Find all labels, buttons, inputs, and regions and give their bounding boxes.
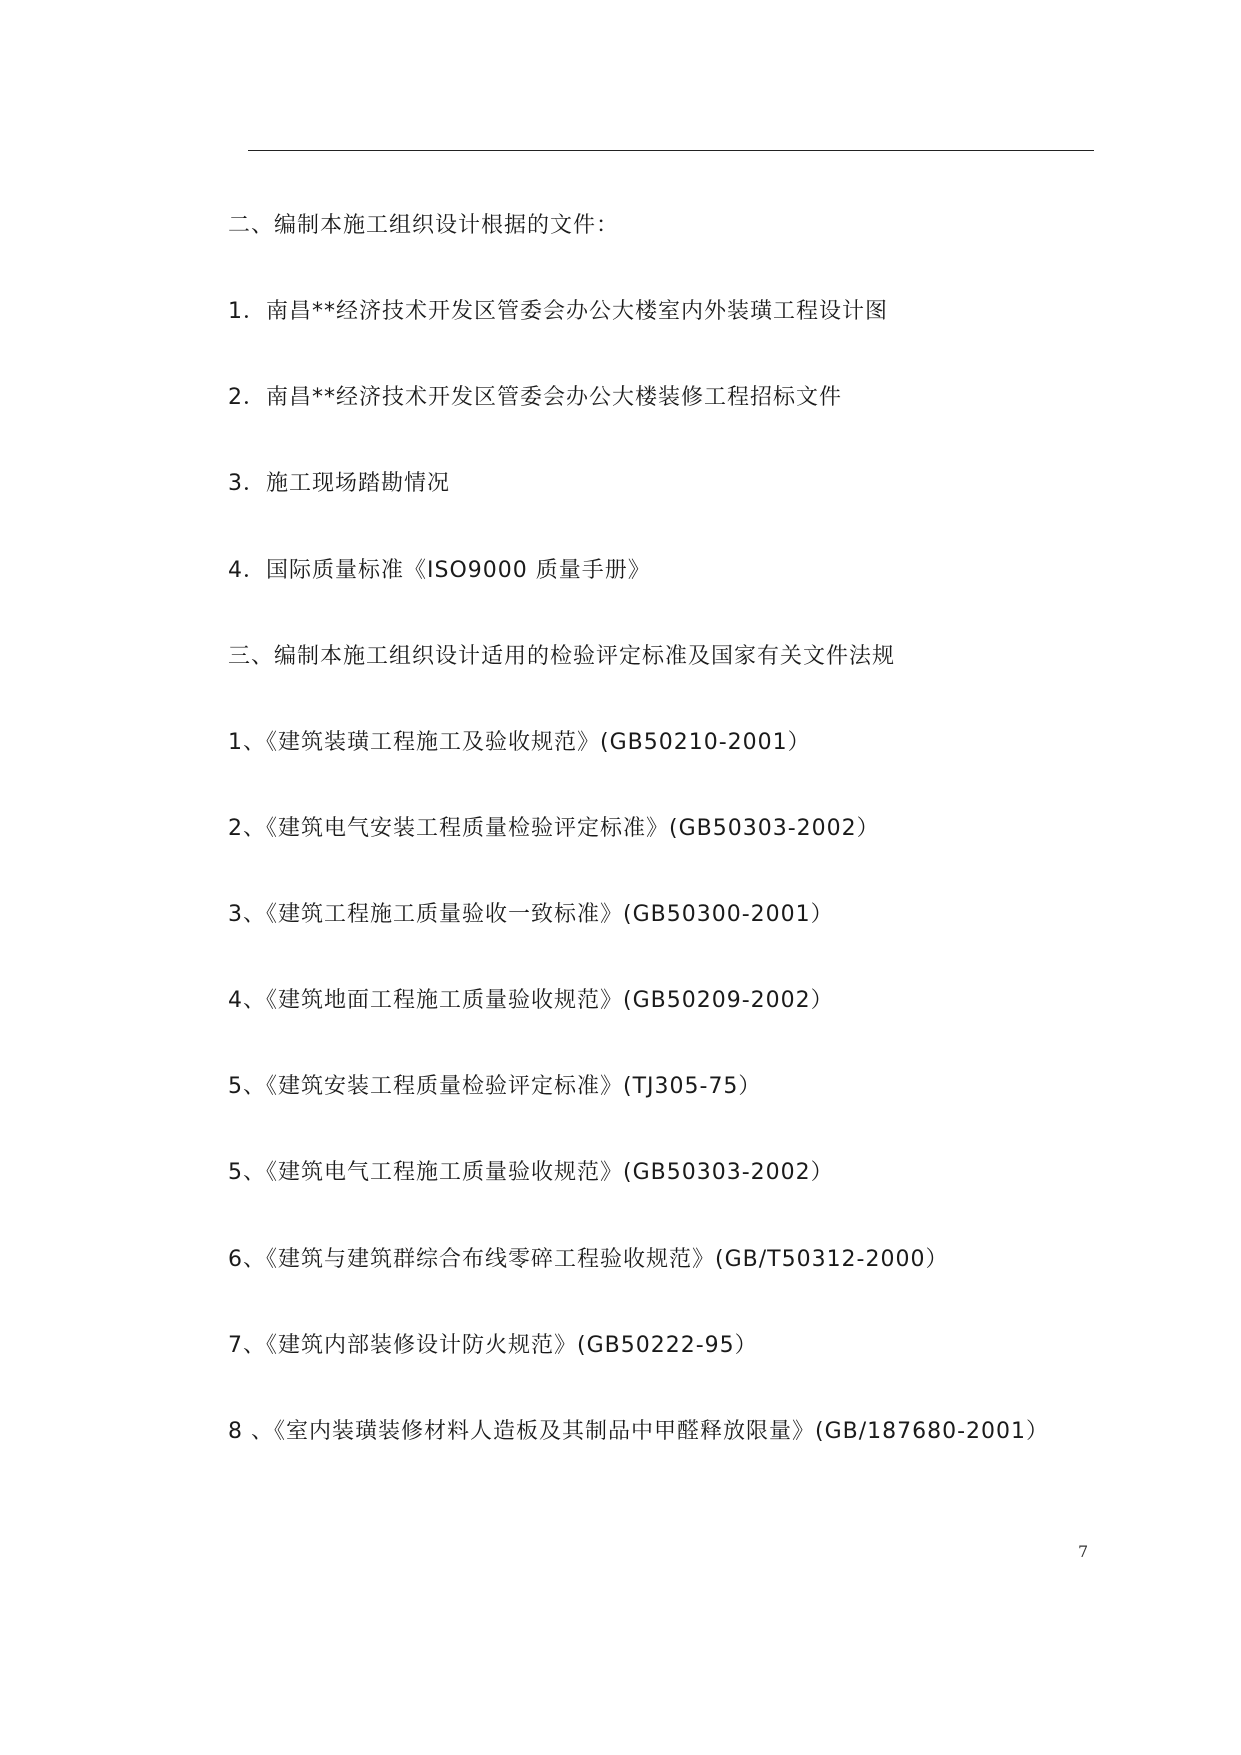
list-item: 3、《建筑工程施工质量验收一致标准》(GB50300-2001） (228, 902, 834, 927)
list-item: 5、《建筑电气工程施工质量验收规范》(GB50303-2002） (228, 1160, 834, 1185)
list-item: 4、《建筑地面工程施工质量验收规范》(GB50209-2002） (228, 988, 834, 1013)
list-item: 7、《建筑内部装修设计防火规范》(GB50222-95） (228, 1333, 758, 1358)
list-item: 3．施工现场踏勘情况 (228, 471, 450, 496)
list-item: 6、《建筑与建筑群综合布线零碎工程验收规范》(GB/T50312-2000） (228, 1247, 949, 1272)
list-item: 2、《建筑电气安装工程质量检验评定标准》(GB50303-2002） (228, 816, 880, 841)
list-item: 5、《建筑安装工程质量检验评定标准》(TJ305-75） (228, 1074, 762, 1099)
header-rule (248, 150, 1094, 151)
page-number: 7 (1078, 1542, 1089, 1561)
list-item: 1、《建筑装璜工程施工及验收规范》(GB50210-2001） (228, 730, 811, 755)
section-heading-3: 三、编制本施工组织设计适用的检验评定标准及国家有关文件法规 (228, 644, 896, 669)
section-heading-2: 二、编制本施工组织设计根据的文件： (228, 213, 620, 238)
list-item: 4．国际质量标准《ISO9000 质量手册》 (228, 558, 651, 583)
list-item: 2．南昌**经济技术开发区管委会办公大楼装修工程招标文件 (228, 385, 842, 410)
list-item: 1．南昌**经济技术开发区管委会办公大楼室内外装璜工程设计图 (228, 299, 888, 324)
list-item: 8 、《室内装璜装修材料人造板及其制品中甲醛释放限量》(GB/187680-2001） (228, 1419, 1050, 1444)
